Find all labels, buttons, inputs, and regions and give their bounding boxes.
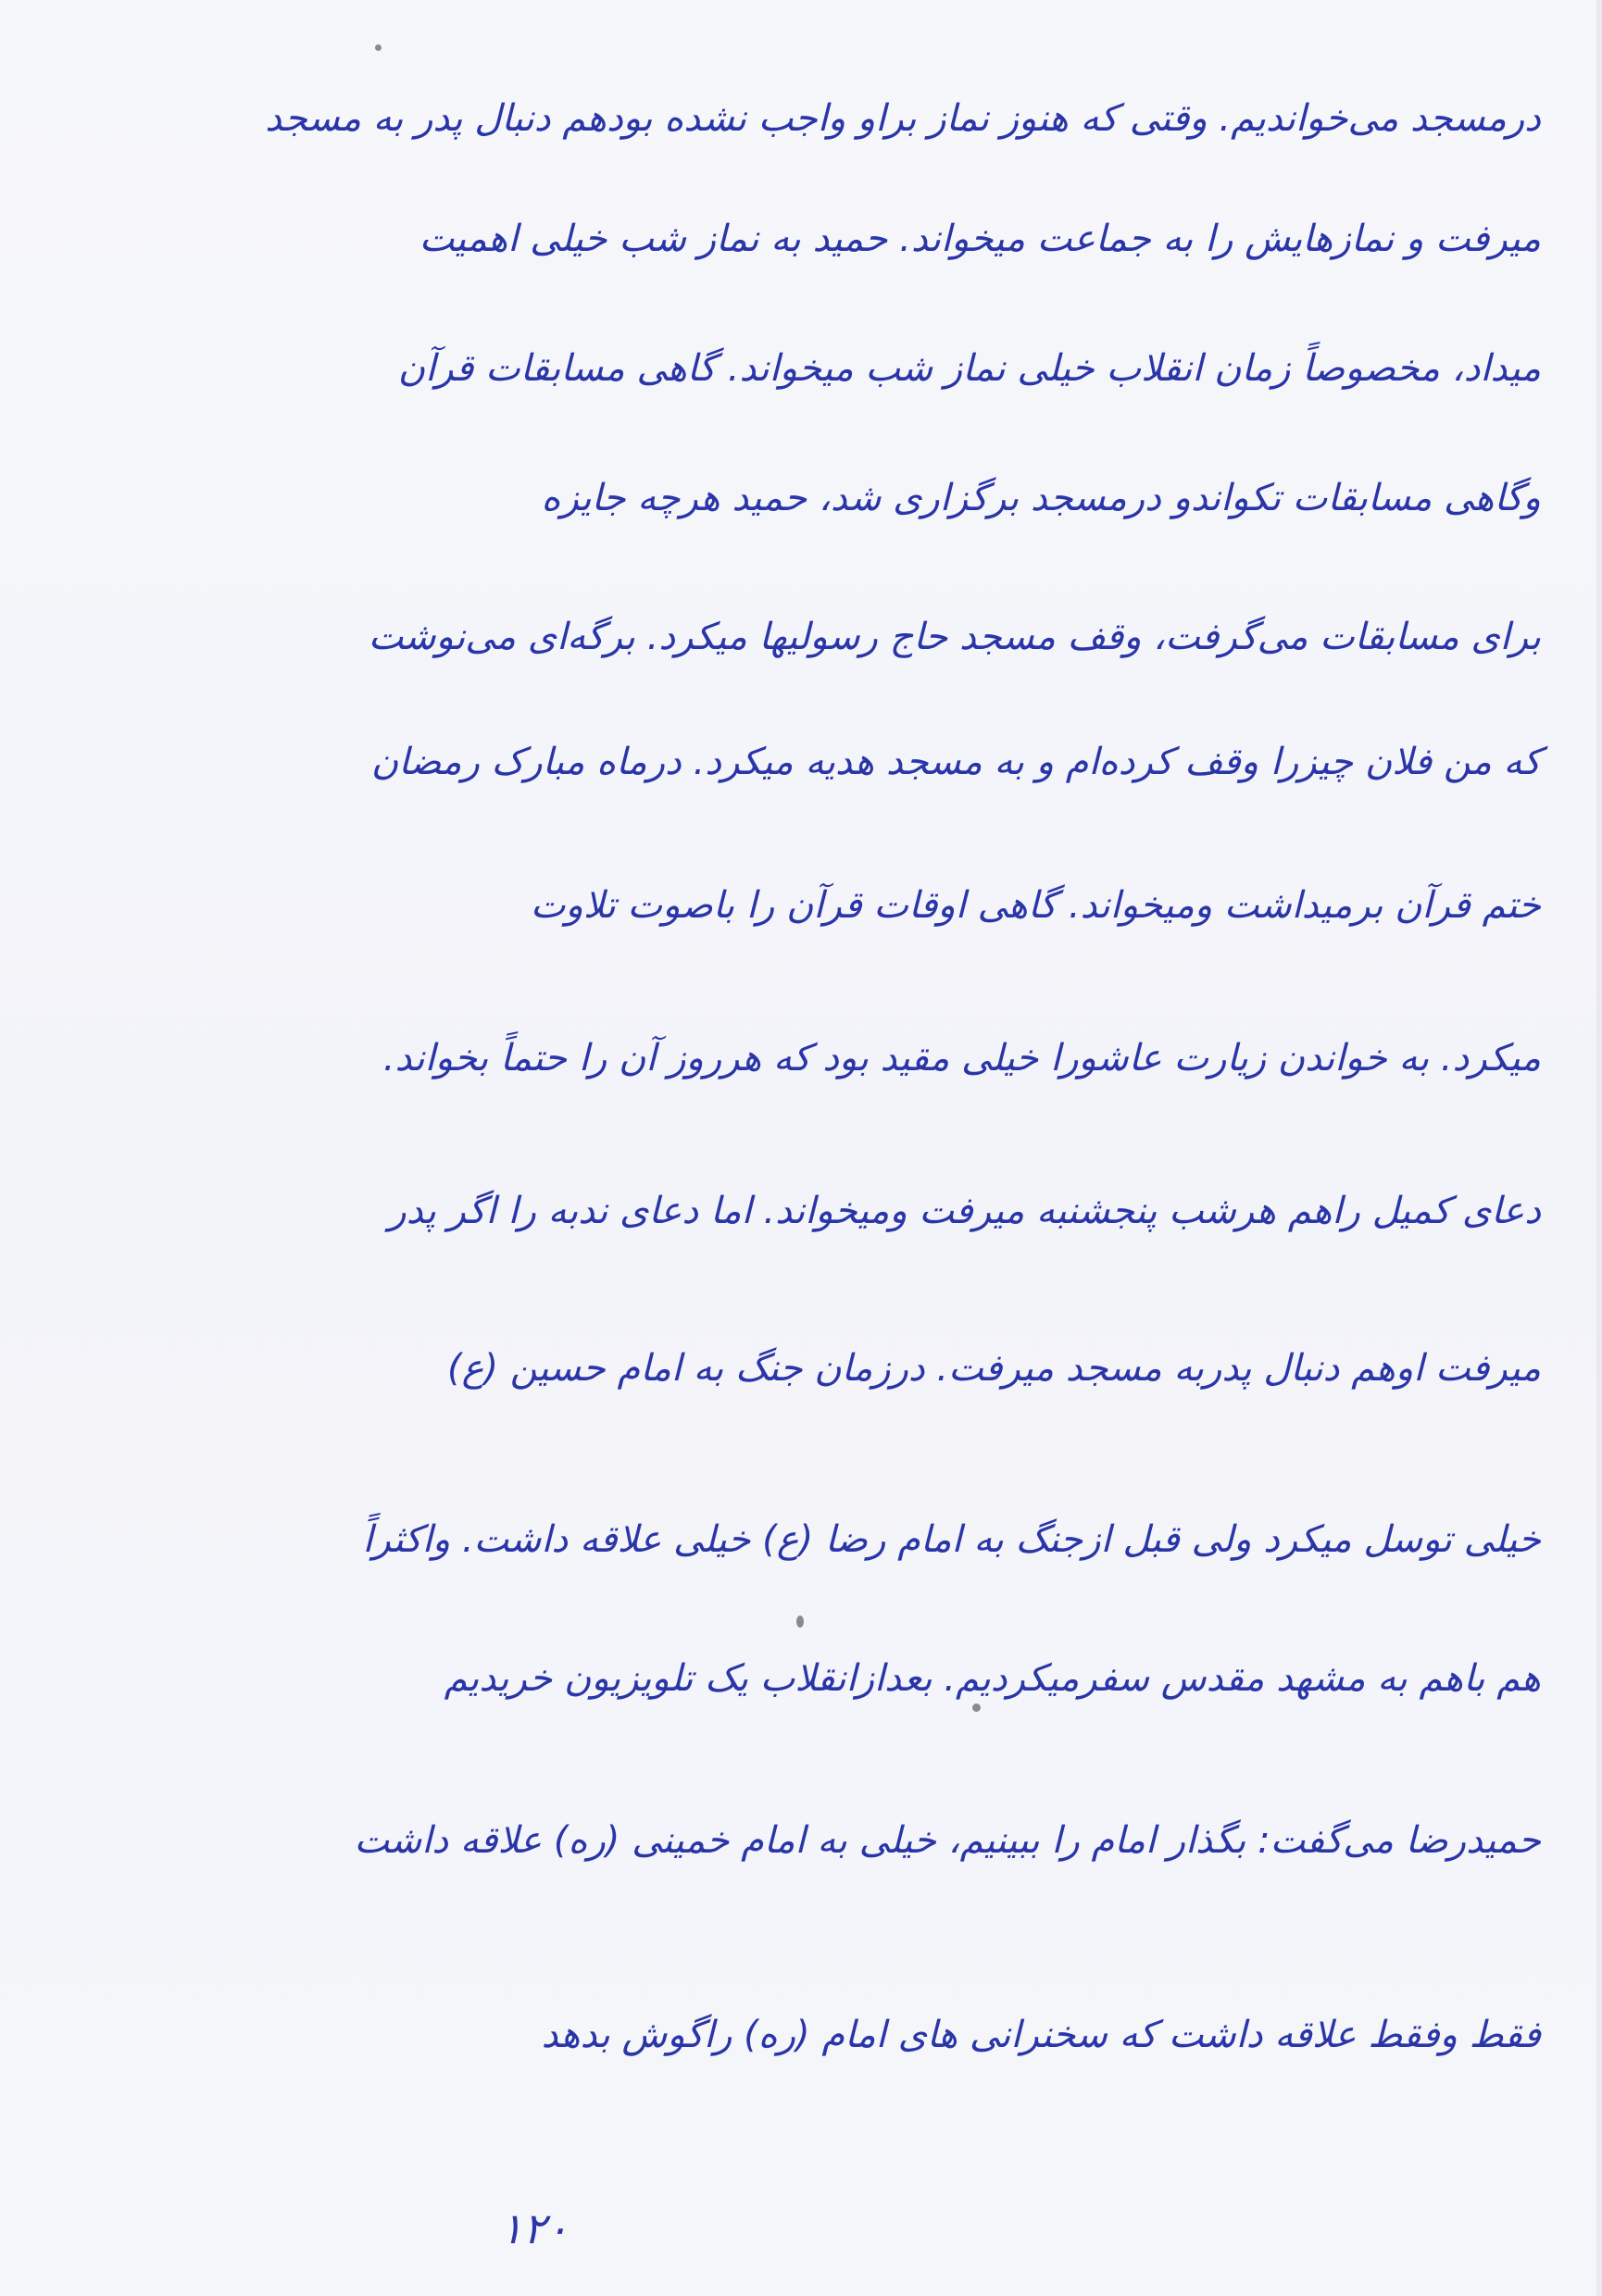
- text-line-5: برای مسابقات می‌گرفت، وقف مسجد حاج رسولیها میکرد. برگه‌ای می‌نوشت: [368, 616, 1541, 658]
- page-number: ۱۲۰: [500, 2203, 569, 2253]
- text-line-12: هم باهم به مشهد مقدس سفرمیکردیم. بعدازانقلاب یک تلویزیون خریدیم: [444, 1657, 1541, 1700]
- ink-speck: [796, 1616, 804, 1628]
- ink-speck: [375, 44, 382, 51]
- text-line-10: میرفت اوهم دنبال پدربه مسجد میرفت. درزمان جنگ به امام حسین (ع): [447, 1347, 1541, 1390]
- text-line-2: میرفت و نمازهایش را به جماعت میخواند. حمید به نماز شب خیلی اهمیت: [419, 218, 1541, 260]
- text-line-7: ختم قرآن برمیداشت ومیخواند. گاهی اوقات قرآن را باصوت تلاوت: [530, 884, 1541, 927]
- text-line-9: دعای کمیل راهم هرشب پنجشنبه میرفت ومیخواند. اما دعای ندبه را اگر پدر: [388, 1190, 1541, 1232]
- text-line-4: وگاهی مسابقات تکواندو درمسجد برگزاری شد، حمید هرچه جایزه: [541, 477, 1541, 519]
- text-line-6: که من فلان چیزرا وقف کرده‌ام و به مسجد هدیه میکرد. درماه مبارک رمضان: [370, 741, 1541, 783]
- text-line-1: درمسجد می‌خواندیم. وقتی که هنوز نماز براو واجب نشده بودهم دنبال پدر به مسجد: [265, 97, 1541, 140]
- text-line-14: فقط وفقط علاقه داشت که سخنرانی های امام (ره) راگوش بدهد: [541, 2014, 1541, 2056]
- ink-speck: [972, 1703, 981, 1712]
- text-line-11: خیلی توسل میکرد ولی قبل ازجنگ به امام رضا (ع) خیلی علاقه داشت. واکثراً: [362, 1518, 1541, 1561]
- text-line-3: میداد، مخصوصاً زمان انقلاب خیلی نماز شب میخواند. گاهی مسابقات قرآن: [397, 347, 1541, 390]
- text-line-13: حمیدرضا می‌گفت: بگذار امام را ببینیم، خیلی به امام خمینی (ره) علاقه داشت: [354, 1819, 1541, 1862]
- text-line-8: میکرد. به خواندن زیارت عاشورا خیلی مقید بود که هرروز آن را حتماً بخواند.: [382, 1037, 1541, 1079]
